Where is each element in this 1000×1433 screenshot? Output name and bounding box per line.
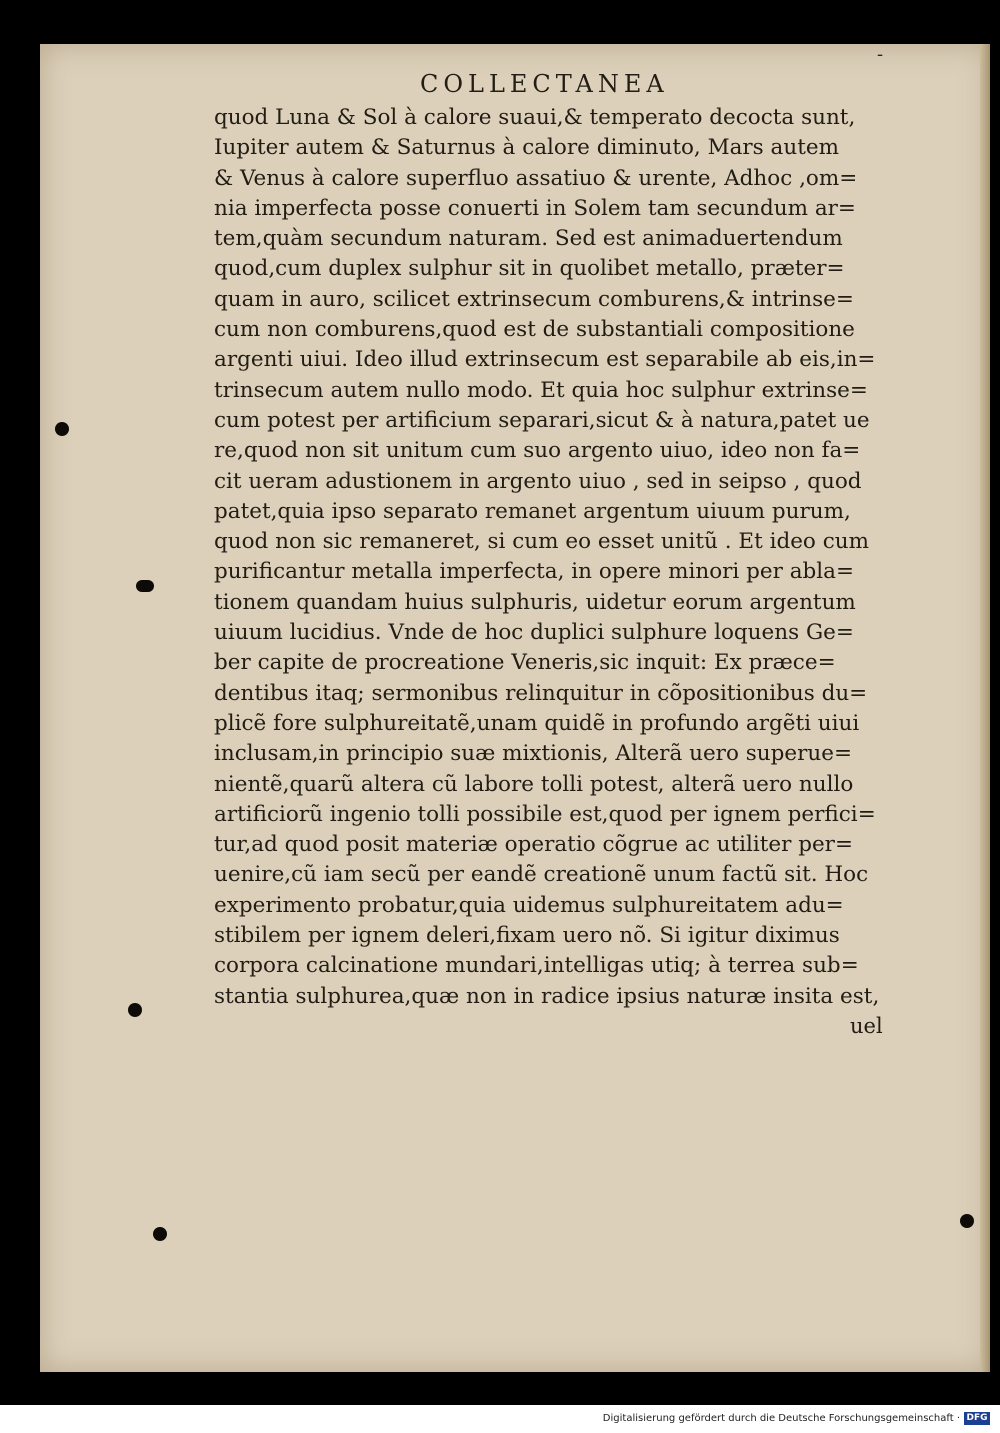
- text-line: ber capite de procreatione Veneris,sic inquit: Ex præce=: [214, 650, 836, 676]
- text-line: Iupiter autem & Saturnus à calore diminuto, Mars autem: [214, 135, 839, 161]
- body-text: [214, 103, 904, 1012]
- page-mark: -: [877, 44, 884, 65]
- text-line: uiuum lucidius. Vnde de hoc duplici sulphure loquens Ge=: [214, 620, 854, 646]
- text-line: tem,quàm secundum naturam. Sed est animaduertendum: [214, 226, 843, 252]
- binding-hole: [128, 1003, 142, 1017]
- text-line: dentibus itaq; sermonibus relinquitur in cõpositionibus du=: [214, 680, 868, 706]
- dfg-logo: DFG: [964, 1412, 990, 1425]
- text-line: re,quod non sit unitum cum suo argento uiuo, ideo non fa=: [214, 438, 861, 464]
- binding-hole: [55, 422, 69, 436]
- text-line: argenti uiui. Ideo illud extrinsecum est separabile ab eis,in=: [214, 347, 876, 373]
- text-line: artificiorũ ingenio tolli possibile est,quod per ignem perfici=: [214, 801, 876, 827]
- text-line: corpora calcinatione mundari,intelligas utiq; à terrea sub=: [214, 953, 859, 979]
- text-line: trinsecum autem nullo modo. Et quia hoc sulphur extrinse=: [214, 377, 868, 403]
- text-line: quod,cum duplex sulphur sit in quolibet metallo, præter=: [214, 256, 845, 282]
- text-line: inclusam,in principio suæ mixtionis, Alterã uero superue=: [214, 741, 852, 767]
- text-line: quod non sic remaneret, si cum eo esset unitũ . Et ideo cum: [214, 529, 869, 555]
- text-line: purificantur metalla imperfecta, in opere minori per abla=: [214, 559, 855, 585]
- text-line: patet,quia ipso separato remanet argentum uiuum purum,: [214, 498, 851, 524]
- text-line: stibilem per ignem deleri,fixam uero nõ. Si igitur diximus: [214, 923, 840, 949]
- text-line: nia imperfecta posse conuerti in Solem tam secundum ar=: [214, 195, 856, 221]
- text-line: tionem quandam huius sulphuris, uidetur eorum argentum: [214, 589, 856, 615]
- text-line: cum non comburens,quod est de substantiali compositione: [214, 317, 855, 343]
- text-line: uenire,cũ iam secũ per eandẽ creationẽ unum factũ sit. Hoc: [214, 862, 869, 888]
- running-head: COLLECTANEA: [420, 70, 669, 98]
- text-line: cit ueram adustionem in argento uiuo , sed in seipso , quod: [214, 468, 862, 494]
- text-line: stantia sulphurea,quæ non in radice ipsius naturæ insita est,: [214, 983, 880, 1009]
- footer-credit: Digitalisierung gefördert durch die Deutsche Forschungsgemeinschaft ·: [602, 1413, 960, 1424]
- binding-hole: [136, 580, 154, 592]
- text-line: cum potest per artificium separari,sicut & à natura,patet ue: [214, 407, 870, 433]
- binding-hole: [153, 1227, 167, 1241]
- footer-bar: [0, 1405, 1000, 1433]
- page-edge: [980, 44, 990, 1372]
- text-line: quam in auro, scilicet extrinsecum comburens,& intrinse=: [214, 286, 854, 312]
- catchword: uel: [850, 1014, 883, 1038]
- text-line: nientẽ,quarũ altera cũ labore tolli potest, alterã uero nullo: [214, 771, 854, 797]
- text-line: plicẽ fore sulphureitatẽ,unam quidẽ in profundo argẽti uiui: [214, 710, 860, 736]
- text-line: & Venus à calore superfluo assatiuo & urente, Adhoc ,om=: [214, 165, 858, 191]
- text-line: experimento probatur,quia uidemus sulphureitatem adu=: [214, 892, 844, 918]
- binding-hole: [960, 1214, 974, 1228]
- text-line: tur,ad quod posit materiæ operatio cõgrue ac utiliter per=: [214, 832, 853, 858]
- text-line: quod Luna & Sol à calore suaui,& temperato decocta sunt,: [214, 105, 856, 130]
